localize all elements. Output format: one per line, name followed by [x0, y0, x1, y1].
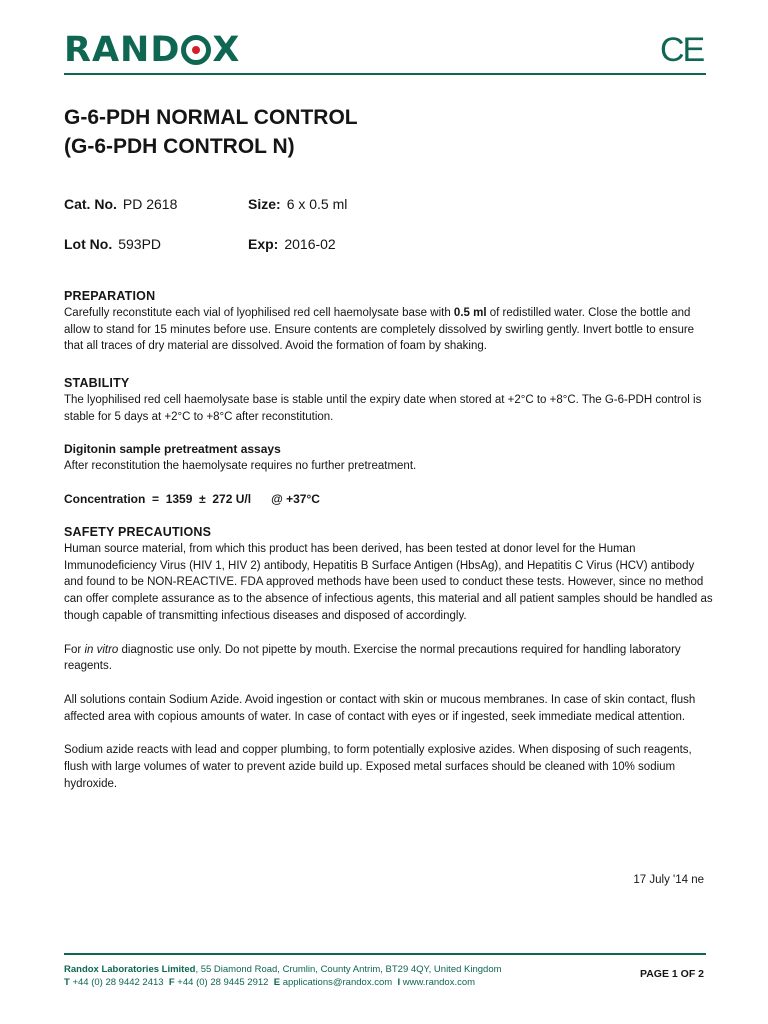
phone-number: +44 (0) 28 9442 2413 — [69, 977, 169, 988]
footer-address: Randox Laboratories Limited, 55 Diamond Road, Crumlin, County Antrim, BT29 4QY, United Kingdom — [64, 964, 502, 975]
digitonin-heading: Digitonin sample pretreatment assays — [64, 442, 281, 456]
stability-text: The lyophilised red cell haemolysate base is stable until the expiry date when stored at +2°C to +8°C. The G-6-PDH control is stable for 5 days at +2°C to +8°C after reconstitution. — [64, 393, 702, 423]
concentration-value: 1359 — [165, 492, 193, 506]
stability-heading: STABILITY — [64, 376, 130, 390]
fax-number: +44 (0) 28 9445 2912 — [174, 977, 274, 988]
concentration-range: 272 U/l — [212, 492, 252, 506]
email-address: applications@randox.com — [280, 977, 398, 988]
exp-value: 2016-02 — [284, 236, 336, 252]
volume-value: 0.5 ml — [453, 306, 487, 319]
logo-o-mark-icon — [181, 35, 211, 65]
digitonin-section — [64, 441, 714, 475]
stability-section — [64, 375, 714, 425]
exp-field — [248, 236, 336, 252]
size-field — [248, 196, 347, 212]
safety-heading: SAFETY PRECAUTIONS — [64, 525, 212, 539]
title-line-2: (G-6-PDH CONTROL N) — [64, 135, 295, 158]
safety-paragraph-1: Human source material, from which this product has been derived, has been tested at donor level for the Human Immunodeficiency Virus (HIV 1, HIV 2) antibody, Hepatitis B Surface Antigen (HbsAg), and Hepatitis C Virus (HCV) antibody and found to be NON-REACTIVE. FDA approved methods have been used to conduct these tests. However, since no method can offer complete assurance as to the absence of infectious agents, this material and all patient samples should be handled as though capable of transmitting infectious diseases and disposed of accordingly. — [64, 542, 713, 622]
lot-no-label: Lot No. — [64, 236, 113, 252]
footer-divider — [64, 953, 706, 955]
title-line-1: G-6-PDH NORMAL CONTROL — [64, 106, 358, 129]
logo-text-left: RAND — [64, 30, 181, 70]
concentration-temperature: @ +37°C — [271, 492, 320, 506]
cat-no-field — [64, 196, 177, 212]
website: www.randox.com — [400, 977, 476, 988]
company-name: Randox Laboratories Limited — [64, 964, 196, 975]
preparation-text: Carefully reconstitute each vial of lyophilised red cell haemolysate base with 0.5 ml of redistilled water. Close the bottle and allow to stand for 15 minutes before use. Ensure contents are completely dissolved by swirling gently. Invert bottle to ensure that all traces of dry material are dissolved. Avoid the formation of foam by shaking. — [64, 306, 695, 353]
randox-logo — [64, 30, 240, 70]
revision-date: 17 July '14 ne — [633, 874, 704, 886]
digitonin-text: After reconstitution the haemolysate requires no further pretreatment. — [64, 459, 417, 472]
safety-paragraph-4: Sodium azide reacts with lead and copper plumbing, to form potentially explosive azides. When disposing of such reagents, flush with large volumes of water to prevent azide build up. Exposed metal surfaces should be cleaned with 10% sodium hydroxide. — [64, 744, 692, 790]
cat-no-value: PD 2618 — [122, 196, 178, 212]
concentration-line: Concentration = 1359 ± 272 U/l @ +37°C — [64, 492, 320, 506]
in-vitro-text: in vitro — [84, 643, 119, 656]
header-divider — [64, 73, 706, 75]
ce-mark-icon: CE — [660, 31, 704, 69]
concentration-label: Concentration — [64, 492, 146, 506]
lot-no-field — [64, 236, 161, 252]
page-number: PAGE 1 OF 2 — [640, 968, 704, 980]
page-title — [64, 103, 358, 161]
safety-section — [64, 524, 714, 793]
footer-contacts: T +44 (0) 28 9442 2413 F +44 (0) 28 9445 2912 E applications@randox.com I www.randox.com — [64, 977, 476, 988]
safety-paragraph-3: All solutions contain Sodium Azide. Avoid ingestion or contact with skin or mucous membranes. In case of skin contact, flush affected area with copious amounts of water. In case of contact with eyes or if ingested, seek immediate medical attention. — [64, 693, 696, 723]
exp-label: Exp: — [248, 236, 279, 252]
lot-no-value: 593PD — [118, 236, 162, 252]
logo-text-right: X — [212, 30, 241, 70]
preparation-heading: PREPARATION — [64, 289, 156, 303]
size-label: Size: — [248, 196, 281, 212]
safety-paragraph-2: For in vitro diagnostic use only. Do not pipette by mouth. Exercise the normal precautions required for handling laboratory reagents. — [64, 643, 681, 673]
size-value: 6 x 0.5 ml — [286, 196, 348, 212]
cat-no-label: Cat. No. — [64, 196, 117, 212]
preparation-section — [64, 288, 714, 355]
